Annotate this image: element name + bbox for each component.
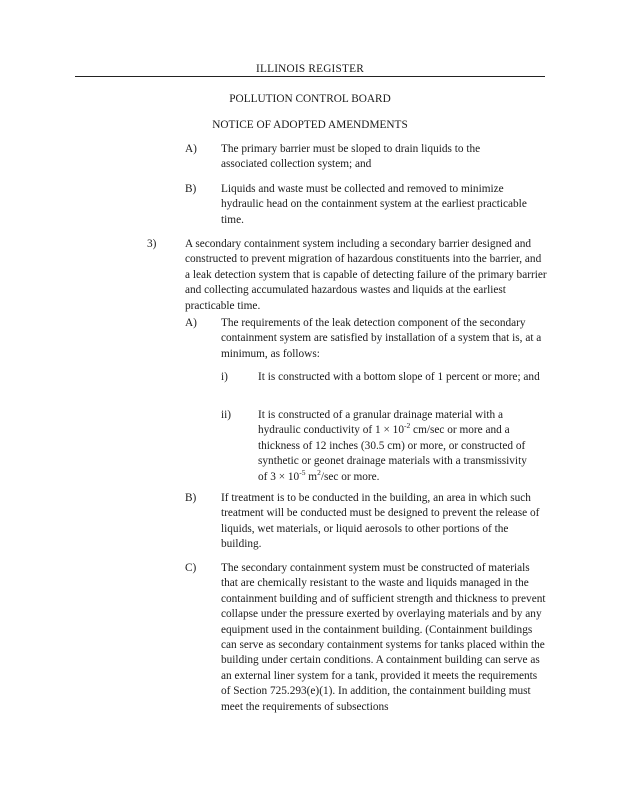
item-label-3c: C) <box>185 562 197 574</box>
item-text-ii <box>258 408 558 485</box>
item-label-b-top: B) <box>185 183 197 195</box>
item-text-3: A secondary containment system including a secondary barrier designed and constructed to prevent migration of hazardous constituents into the barrier, and a leak detection system that is capable of detecting failure of the primary barrier and collecting accumulated hazardous wastes and liquids at the earliest practicable time. <box>185 238 547 312</box>
item-text-a-top: The primary barrier must be sloped to drain liquids to the associated collection system; and <box>221 143 481 171</box>
board-title: POLLUTION CONTROL BOARD <box>229 93 391 105</box>
item-label-3b: B) <box>185 492 197 504</box>
item-label-ii: ii) <box>221 409 232 421</box>
ii-line-3: thickness of 12 inches (30.5 cm) or more, or constructed of <box>258 439 526 452</box>
item-label-3a: A) <box>185 317 197 329</box>
ii-line-2: hydraulic conductivity of $1 \times 10^{-2}$ cm/sec or more and a <box>258 421 510 437</box>
item-text-i: It is constructed with a bottom slope of 1 percent or more; and <box>258 371 540 383</box>
ii-line-5: of $3 \times 10^{-5}$ $m^2/\sec$ or more. <box>258 467 380 483</box>
item-label-i: i) <box>221 371 228 383</box>
ii-line-1: It is constructed of a granular drainage material with a <box>258 409 503 421</box>
item-text-b-top: Liquids and waste must be collected and removed to minimize hydraulic head on the containment system at the earliest practicable time. <box>221 183 527 226</box>
header-rule <box>75 76 545 77</box>
item-text-3b: If treatment is to be conducted in the building, an area in which such treatment will be conducted must be designed to prevent the release of liquids, wet materials, or liquid aerosols to other portions of the building. <box>221 492 540 551</box>
notice-title: NOTICE OF ADOPTED AMENDMENTS <box>212 119 408 131</box>
register-title: ILLINOIS REGISTER <box>256 63 364 75</box>
item-text-3c: The secondary containment system must be constructed of materials that are chemically resistant to the waste and liquids managed in the containment building and of sufficient strength and thickness to prevent collapse under the pressure exerted by overlaying materials and by any equipment used in the containment building. (Containment buildings can serve as secondary containment systems for tanks placed within the building under certain conditions. A containment building can serve as an external liner system for a tank, provided it meets the requirements of Section 725.293(e)(1). In addition, the containment building must meet the requirements of subsections <box>221 562 546 713</box>
ii-line-4: synthetic or geonet drainage materials with a transmissivity <box>258 455 527 468</box>
item-text-3a: The requirements of the leak detection component of the secondary containment system are satisfied by installation of a system that is, at a minimum, as follows: <box>221 317 542 360</box>
item-label-3: 3) <box>147 238 157 250</box>
item-label-a-top: A) <box>185 143 197 155</box>
